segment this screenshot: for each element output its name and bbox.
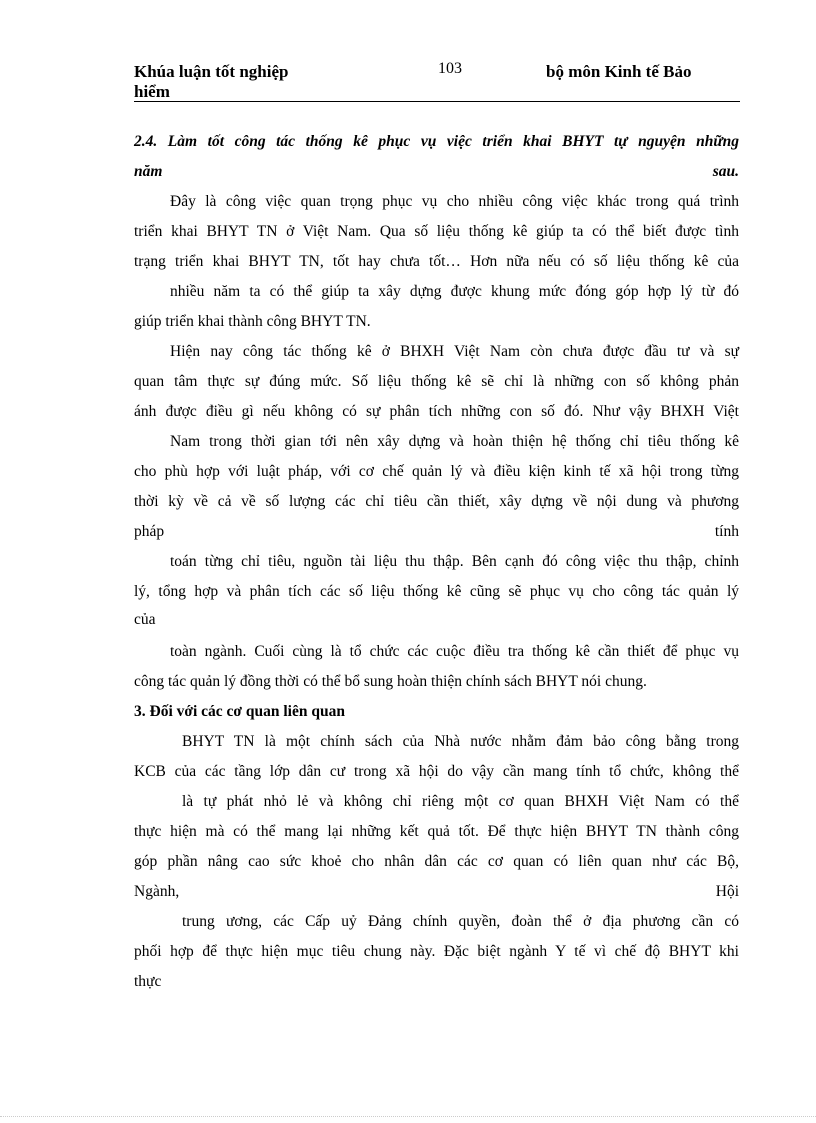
paragraph-line: của: [134, 611, 156, 628]
section-2-4-title: 2.4. Làm tốt công tác thống kê phục vụ việc triển khai BHYT tự nguyện những: [134, 133, 739, 150]
paragraph-line: quan tâm thực sự đúng mức. Số liệu thống kê sẽ chỉ là những con số không phản: [134, 373, 739, 390]
paragraph-line: công tác quản lý đồng thời có thể bổ sung hoàn thiện chính sách BHYT nói chung.: [134, 673, 647, 690]
paragraph-line: góp phần nâng cao sức khoẻ cho nhân dân các cơ quan có liên quan như các Bộ,: [134, 853, 739, 870]
page-number: 103: [438, 60, 462, 77]
paragraph-line: toán từng chỉ tiêu, nguồn tài liệu thu thập. Bên cạnh đó công việc thu thập, chỉnh: [170, 553, 739, 570]
paragraph-line: thực: [134, 973, 162, 990]
header-thesis-title: Khúa luận tốt nghiệp: [134, 62, 289, 81]
paragraph-line: thực hiện mà có thể mang lại những kết quả tốt. Để thực hiện BHYT TN thành công: [134, 823, 739, 840]
header-thesis-title-cont: hiểm: [134, 82, 170, 101]
paragraph-line: trạng triển khai BHYT TN, tốt hay chưa tốt… Hơn nữa nếu có số liệu thống kê của: [134, 253, 739, 270]
title-left-word: năm: [134, 163, 163, 180]
split-right-word: Hội: [715, 883, 739, 900]
section-2-4-title-cont: [134, 162, 739, 182]
paragraph-line: phối hợp để thực hiện mục tiêu chung này. Đặc biệt ngành Y tế vì chế độ BHYT khi: [134, 943, 739, 960]
paragraph-line: Nam trong thời gian tới nên xây dựng và hoàn thiện hệ thống chỉ tiêu thống kê: [170, 433, 739, 450]
split-left-word: pháp: [134, 523, 165, 540]
paragraph-line: giúp triển khai thành công BHYT TN.: [134, 313, 371, 330]
paragraph-line: ánh được điều gì nếu không có sự phân tích những con số đó. Như vậy BHXH Việt: [134, 403, 739, 420]
split-right-word: tính: [714, 523, 739, 540]
header-department: bộ môn Kinh tế Bảo: [546, 62, 692, 81]
header-rule: [134, 101, 740, 102]
paragraph-line: trung ương, các Cấp uỷ Đảng chính quyền, đoàn thể ở địa phương cần có: [182, 913, 739, 930]
paragraph-line: lý, tổng hợp và phân tích các số liệu thống kê cũng sẽ phục vụ cho công tác quản lý: [134, 583, 739, 600]
title-right-word: sau.: [712, 163, 739, 180]
paragraph-line: triển khai BHYT TN ở Việt Nam. Qua số liệu thống kê giúp ta có thể biết được tình: [134, 223, 739, 240]
paragraph-line: cho phù hợp với luật pháp, với cơ chế quản lý và điều kiện kinh tế xã hội trong từng: [134, 463, 739, 480]
paragraph-split-line: [134, 882, 739, 902]
section-3-title: 3. Đối với các cơ quan liên quan: [134, 703, 345, 720]
page-bottom-border: [0, 1116, 816, 1117]
paragraph-line: Hiện nay công tác thống kê ở BHXH Việt Nam còn chưa được đầu tư và sự: [170, 343, 739, 360]
paragraph-line: là tự phát nhỏ lẻ và không chỉ riêng một cơ quan BHXH Việt Nam có thể: [182, 793, 739, 810]
paragraph-split-line: [134, 522, 739, 542]
paragraph-line: KCB của các tầng lớp dân cư trong xã hội do vậy cần mang tính tổ chức, không thể: [134, 763, 739, 780]
paragraph-line: BHYT TN là một chính sách của Nhà nước nhằm đảm bảo công bằng trong: [182, 733, 739, 750]
paragraph-line: Đây là công việc quan trọng phục vụ cho nhiều công việc khác trong quá trình: [170, 193, 739, 210]
split-left-word: Ngành,: [134, 883, 180, 900]
paragraph-line: toàn ngành. Cuối cùng là tổ chức các cuộc điều tra thống kê cần thiết để phục vụ: [170, 643, 739, 660]
paragraph-line: thời kỳ về cả về số lượng các chỉ tiêu cần thiết, xây dựng về nội dung và phương: [134, 493, 739, 510]
paragraph-line: nhiều năm ta có thể giúp ta xây dựng được khung mức đóng góp hợp lý từ đó: [170, 283, 739, 300]
